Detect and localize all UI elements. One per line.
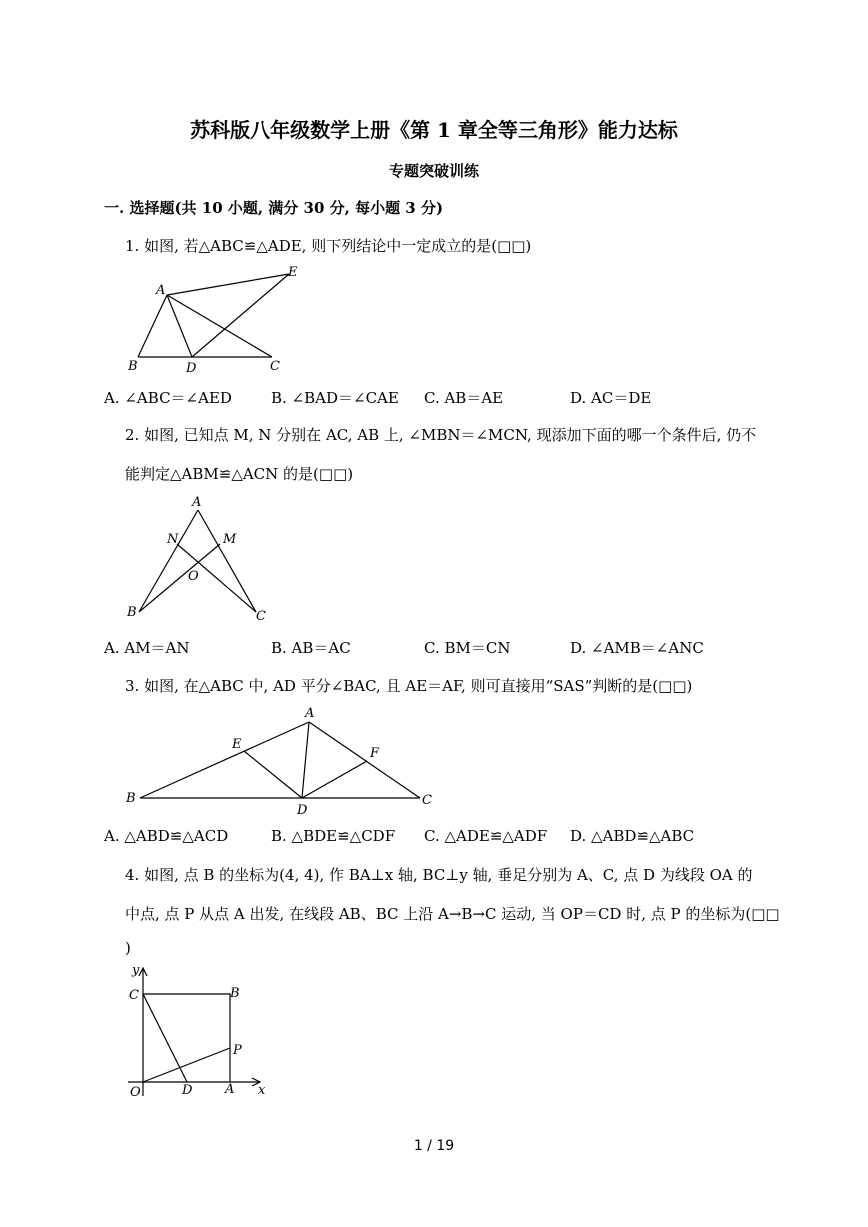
fig1-label-c: C (270, 359, 280, 374)
page-subtitle: 专题突破训练 (388, 162, 479, 180)
question-4-stem-line-1: 4. 如图, 点 B 的坐标为(4, 4), 作 BA⊥x 轴, BC⊥y 轴, 垂足分别为 A、C, 点 D 为线段 OA 的 (125, 866, 753, 884)
question-4-figure (120, 962, 280, 1102)
question-2-stem-line-1: 2. 如图, 已知点 M, N 分别在 AC, AB 上, ∠MBN＝∠MCN, 现添加下面的哪一个条件后, 仍不 (125, 426, 757, 444)
question-1-option-b[interactable]: B. ∠BAD＝∠CAE (271, 389, 399, 407)
fig2-label-c: C (256, 609, 266, 624)
question-3-option-c[interactable]: C. △ADE≌△ADF (424, 827, 548, 845)
question-3-stem: 3. 如图, 在△ABC 中, AD 平分∠BAC, 且 AE＝AF, 则可直接用“SAS”判断的是(□□) (125, 677, 693, 695)
question-1-option-d[interactable]: D. AC＝DE (570, 389, 652, 407)
fig3-label-e: E (232, 737, 242, 752)
fig2-label-a: A (192, 495, 202, 510)
fig2-label-m: M (223, 532, 237, 547)
fig4-label-a: A (225, 1082, 235, 1097)
question-2-option-d[interactable]: D. ∠AMB＝∠ANC (570, 639, 704, 657)
question-3-option-a[interactable]: A. △ABD≌△ACD (104, 827, 229, 845)
fig2-label-b: B (127, 605, 137, 620)
question-2-option-c[interactable]: C. BM＝CN (424, 639, 511, 657)
question-1-option-a[interactable]: A. ∠ABC＝∠AED (104, 389, 232, 407)
fig4-label-b: B (230, 986, 240, 1001)
fig1-label-e: E (288, 265, 298, 280)
fig4-label-o: O (130, 1085, 141, 1100)
fig4-label-p: P (233, 1043, 242, 1058)
page-number: 1 / 19 (413, 1138, 455, 1154)
fig4-label-x: x (258, 1083, 266, 1098)
question-1-stem: 1. 如图, 若△ABC≌△ADE, 则下列结论中一定成立的是(□□) (125, 237, 532, 255)
fig3-label-c: C (422, 793, 432, 808)
fig4-label-y: y (132, 963, 140, 978)
page-title: 苏科版八年级数学上册《第 1 章全等三角形》能力达标 (190, 118, 678, 142)
fig1-label-d: D (186, 361, 197, 376)
question-4-stem-line-2: 中点, 点 P 从点 A 出发, 在线段 AB、BC 上沿 A→B→C 运动, 当 OP＝CD 时, 点 P 的坐标为(□□ (125, 905, 780, 923)
question-3-option-b[interactable]: B. △BDE≌△CDF (271, 827, 396, 845)
question-2-stem-line-2: 能判定△ABM≌△ACN 的是(□□) (125, 465, 354, 483)
section-heading: 一. 选择题(共 10 小题, 满分 30 分, 每小题 3 分) (104, 199, 444, 217)
fig1-label-a: A (156, 283, 166, 298)
question-1-figure (120, 262, 310, 377)
fig3-label-b: B (126, 791, 136, 806)
fig1-label-b: B (128, 359, 138, 374)
question-1-option-c[interactable]: C. AB＝AE (424, 389, 504, 407)
fig2-label-n: N (167, 532, 179, 547)
question-2-option-a[interactable]: A. AM＝AN (104, 639, 190, 657)
fig3-label-a: A (305, 706, 315, 721)
question-3-figure (120, 702, 440, 818)
fig4-label-d: D (182, 1083, 193, 1098)
question-4-stem-line-3: ) (125, 939, 131, 957)
fig4-label-c: C (129, 988, 139, 1003)
question-3-option-d[interactable]: D. △ABD≌△ABC (570, 827, 695, 845)
fig3-label-f: F (370, 746, 380, 761)
fig3-label-d: D (297, 803, 308, 818)
question-2-figure (120, 494, 280, 626)
fig2-label-o: O (188, 569, 199, 584)
question-2-option-b[interactable]: B. AB＝AC (271, 639, 351, 657)
